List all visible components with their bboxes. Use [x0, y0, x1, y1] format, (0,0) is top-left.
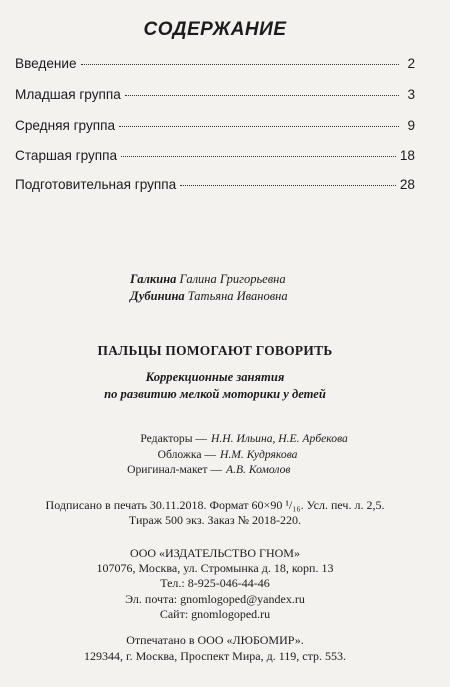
- credit-role: Обложка —: [157, 447, 216, 461]
- toc-item-page: 3: [407, 87, 415, 102]
- toc-item: [15, 177, 415, 192]
- printer-address: 129344, г. Москва, Проспект Мира, д. 119, стр. 553.: [84, 649, 346, 663]
- print-info: [0, 498, 430, 528]
- subtitle-line: Коррекционные занятия: [145, 370, 285, 384]
- credit-row: [92, 462, 348, 478]
- toc-item-label: Старшая группа: [15, 148, 118, 163]
- credits: [92, 431, 348, 478]
- toc-leader-dots: [81, 64, 399, 65]
- subtitle-line: по развитию мелкой моторики у детей: [104, 387, 326, 401]
- toc-title: СОДЕРЖАНИЕ: [143, 19, 287, 40]
- print-info-line: Тираж 500 экз. Заказ № 2018-220.: [128, 513, 302, 527]
- author-given-name: Галина Григорьевна: [179, 272, 286, 286]
- publisher-block: [0, 546, 430, 622]
- toc-item: [15, 118, 415, 133]
- authors: [130, 271, 288, 305]
- publisher-phone: Тел.: 8-925-046-44-46: [160, 576, 270, 591]
- author-given-name: Татьяна Ивановна: [187, 289, 288, 303]
- toc-item-page: 18: [399, 148, 415, 163]
- publisher-site: Сайт: gnomlogoped.ru: [159, 606, 271, 621]
- author-surname: Дубинина: [130, 289, 185, 303]
- toc-item: [15, 56, 415, 71]
- publisher-name: ООО «ИЗДАТЕЛЬСТВО ГНОМ»: [130, 546, 300, 560]
- credit-name: Н.Н. Ильина, Н.Е. Арбекова: [211, 432, 348, 445]
- toc-item: [15, 148, 415, 163]
- toc-leader-dots: [121, 156, 396, 157]
- toc-leader-dots: [119, 126, 399, 127]
- credit-row: [92, 447, 348, 463]
- toc-item-label: Младшая группа: [15, 87, 121, 102]
- toc-item-label: Средняя группа: [15, 118, 116, 133]
- toc-item-label: Введение: [15, 56, 77, 71]
- author-surname: Галкина: [130, 272, 177, 286]
- toc-leader-dots: [125, 95, 399, 96]
- toc-item-page: 9: [407, 118, 415, 133]
- credit-row: [92, 431, 348, 447]
- print-info-line: Подписано в печать 30.11.2018. Формат 60×90 ¹/₁₆. Усл. печ. л. 2,5.: [45, 498, 385, 512]
- publisher-email: Эл. почта: gnomlogoped@yandex.ru: [125, 591, 305, 606]
- credit-role: Редакторы —: [140, 432, 207, 445]
- book-title: ПАЛЬЦЫ ПОМОГАЮТ ГОВОРИТЬ: [97, 343, 333, 358]
- printer-name: Отпечатано в ООО «ЛЮБОМИР».: [126, 633, 304, 647]
- toc-item-label: Подготовительная группа: [15, 177, 177, 192]
- author: [130, 288, 288, 305]
- credit-role: Оригинал-макет —: [127, 463, 222, 476]
- author: [130, 271, 288, 288]
- printer-block: [0, 632, 430, 664]
- toc-item-page: 2: [407, 56, 415, 71]
- credit-name: А.В. Комолов: [226, 463, 291, 476]
- publisher-address: 107076, Москва, ул. Стромынка д. 18, корп. 13: [96, 561, 334, 576]
- toc-leader-dots: [180, 185, 396, 186]
- toc-item-page: 28: [399, 177, 415, 192]
- credit-name: Н.М. Кудрякова: [220, 447, 298, 461]
- book-subtitle: [0, 369, 430, 403]
- toc-item: [15, 87, 415, 102]
